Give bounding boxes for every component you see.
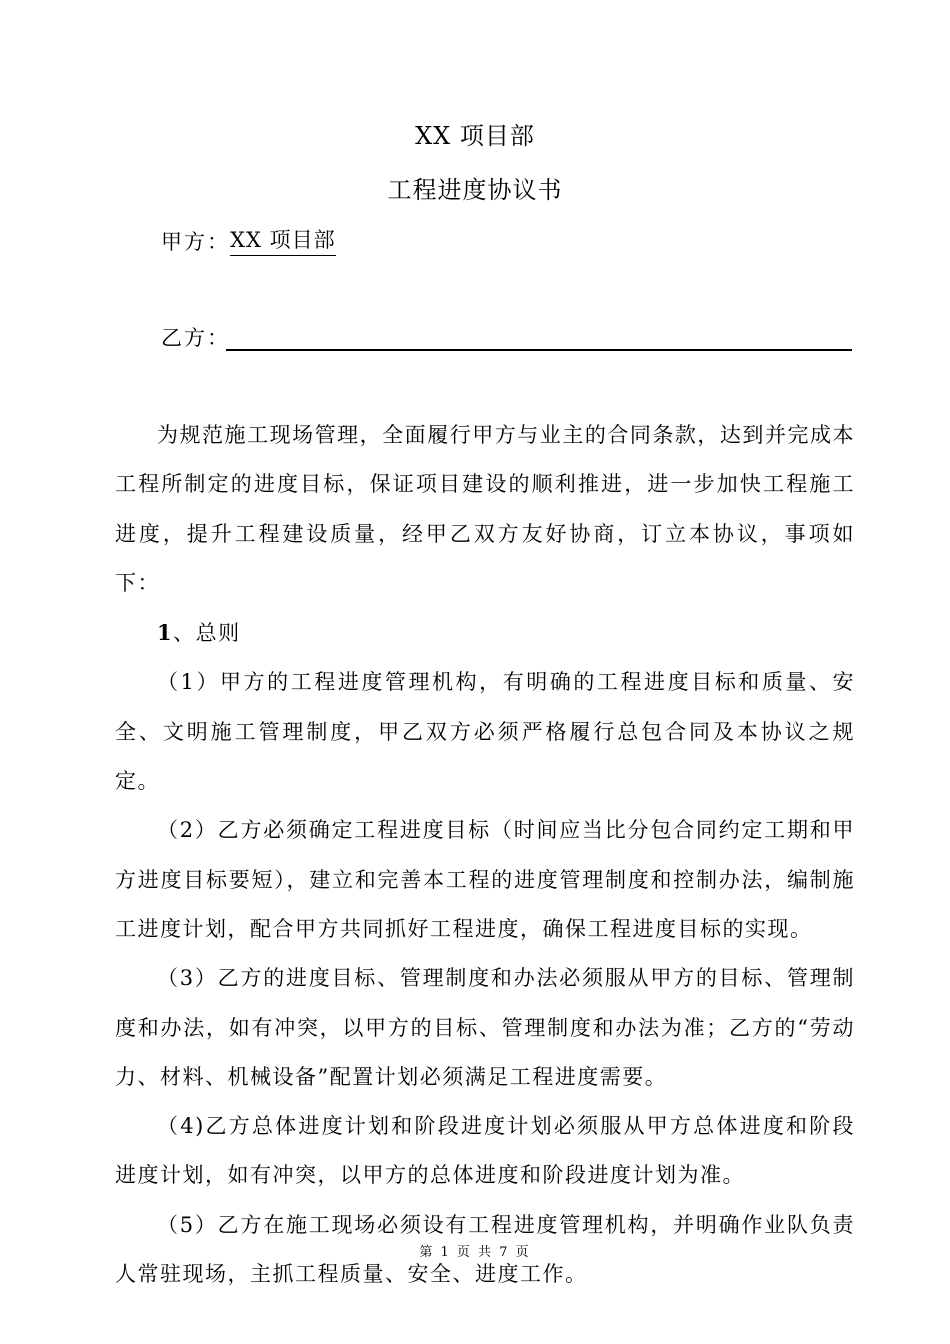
clause-1: （1）甲方的工程进度管理机构，有明确的工程进度目标和质量、安全、文明施工管理制度，甲乙双方必须严格履行总包合同及本协议之规定。 — [115, 670, 855, 794]
section-title: 、总则 — [173, 621, 241, 646]
party-b-blank-line — [226, 349, 852, 351]
clause-4: （4)乙方总体进度计划和阶段进度计划必须服从甲方总体进度和阶段进度计划，如有冲突，以甲方的总体进度和阶段进度计划为准。 — [115, 1114, 855, 1188]
clause-3: （3）乙方的进度目标、管理制度和办法必须服从甲方的目标、管理制度和办法，如有冲突，以甲方的目标、管理制度和办法为准；乙方的“劳动力、材料、机械设备”配置计划必须满足工程进度需要。 — [115, 966, 855, 1089]
party-a-row — [161, 224, 336, 256]
document-title: 工程进度协议书 — [387, 176, 563, 204]
clause-2: （2）乙方必须确定工程进度目标（时间应当比分包合同约定工期和甲方进度目标要短），建立和完善本工程的进度管理制度和控制办法，编制施工进度计划，配合甲方共同抓好工程进度，确保工程进度目标的实现。 — [115, 818, 855, 941]
section-number: 1 — [157, 620, 174, 646]
intro-paragraph: 为规范施工现场管理，全面履行甲方与业主的合同条款，达到并完成本工程所制定的进度目标，保证项目建设的顺利推进，进一步加快工程施工进度，提升工程建设质量，经甲乙双方友好协商，订立本协议，事项如下： — [115, 423, 855, 595]
clause-5: （5）乙方在施工现场必须设有工程进度管理机构，并明确作业队负责人常驻现场，主抓工程质量、安全、进度工作。 — [115, 1212, 855, 1287]
party-b-row — [161, 322, 230, 352]
party-a-label: 甲方： — [161, 230, 230, 254]
section-heading — [115, 608, 855, 658]
document-org-title: XX 项目部 — [415, 122, 535, 150]
page-footer: 第 1 页 共 7 页 — [419, 1245, 531, 1260]
agreement-body — [115, 411, 855, 1299]
party-b-label: 乙方： — [161, 326, 230, 350]
party-a-value: XX 项目部 — [230, 224, 336, 256]
